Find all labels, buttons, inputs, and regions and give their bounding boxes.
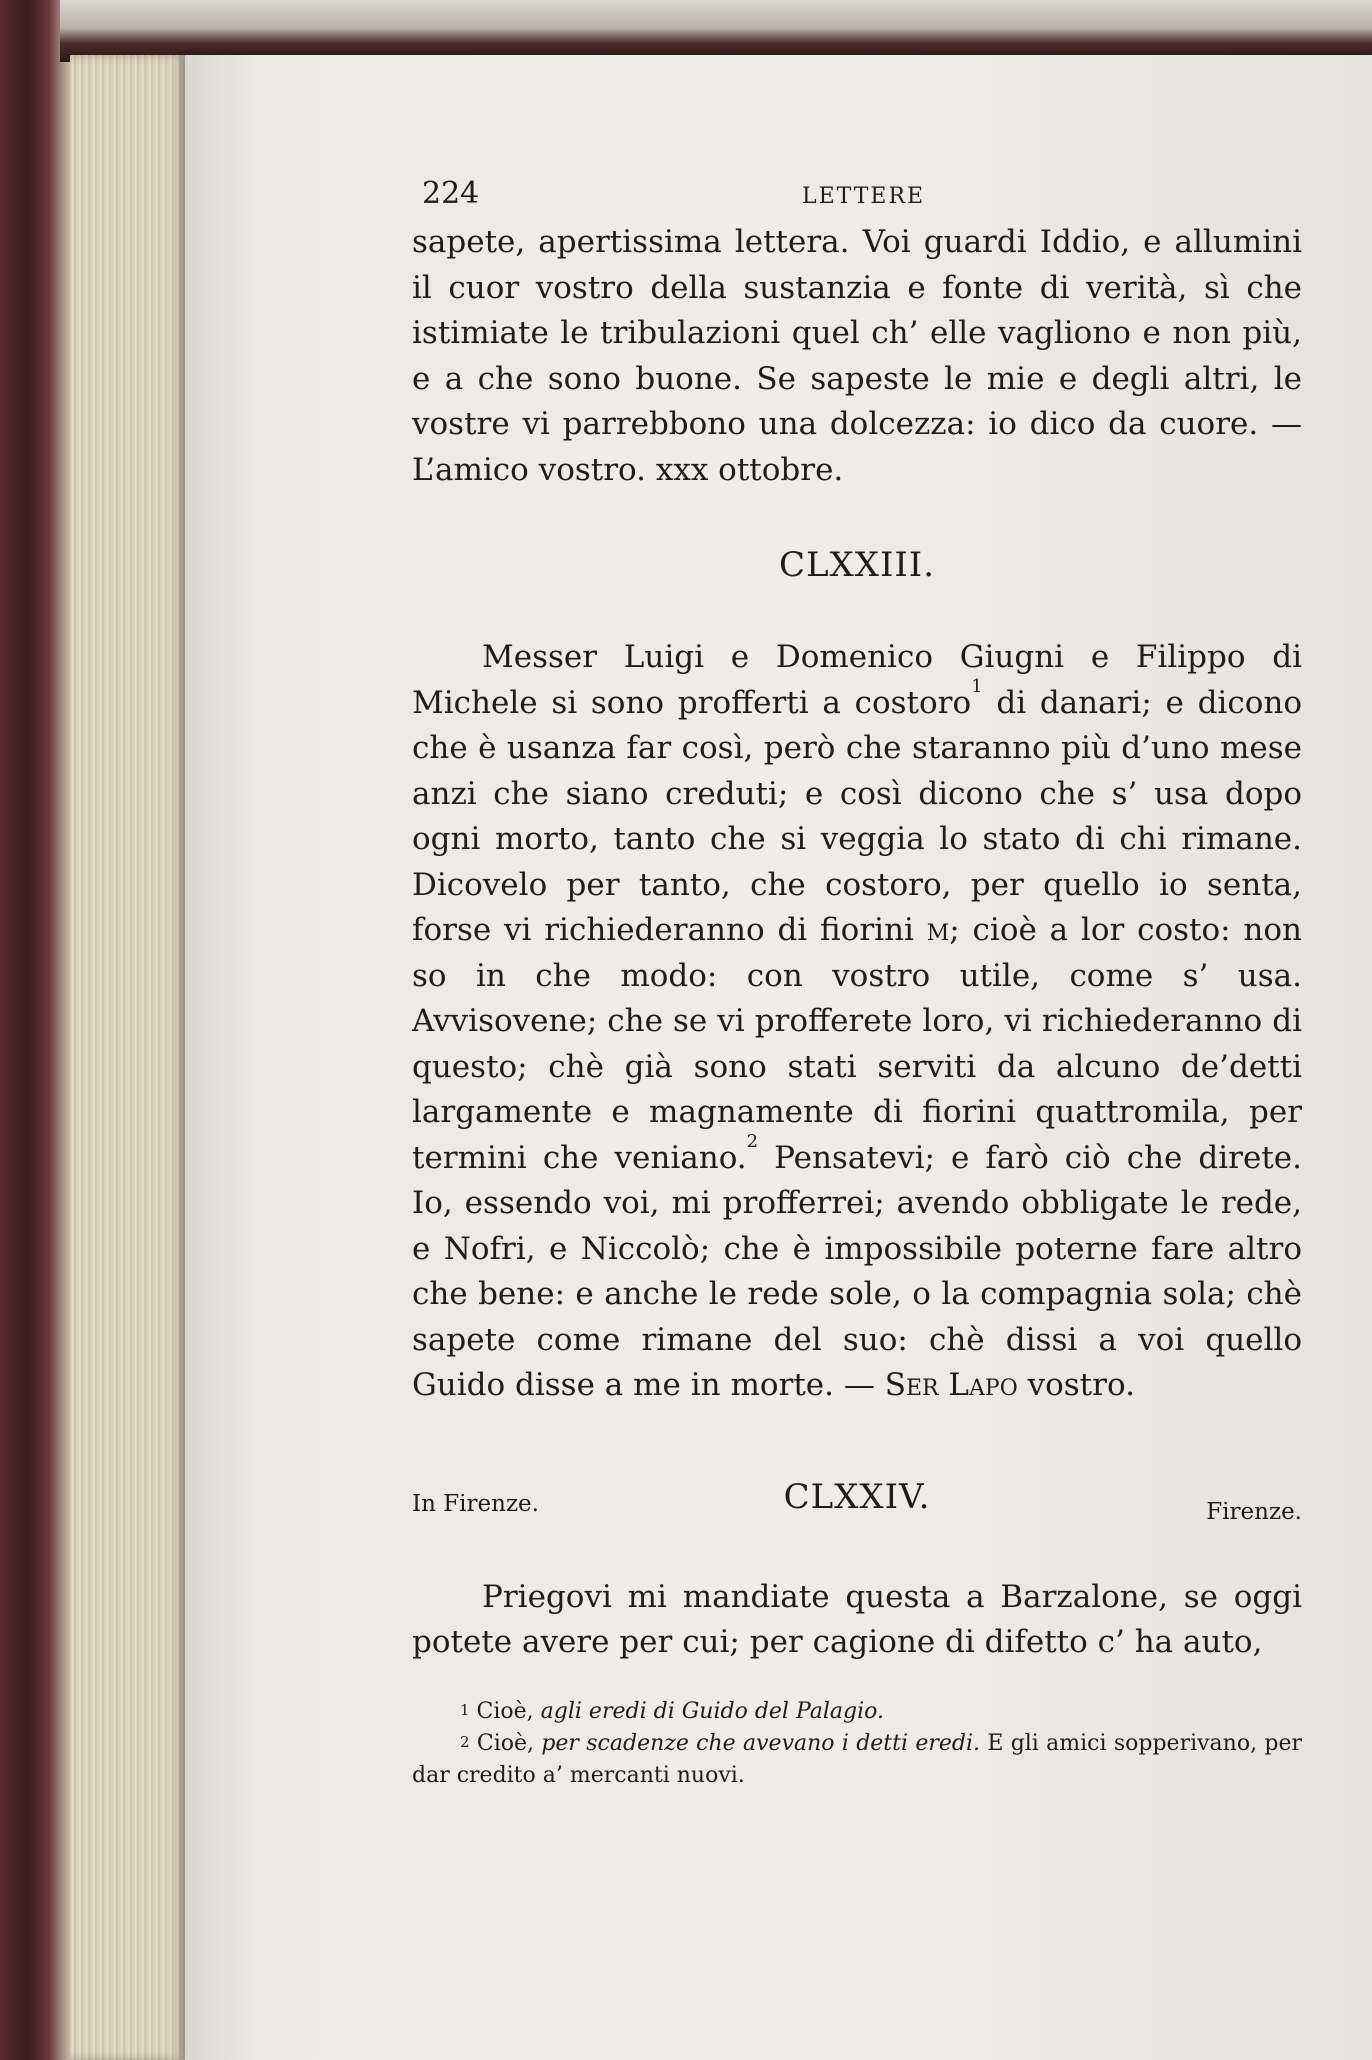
letter-173-text-1: Messer Luigi e Domenico Giugni e Filippo di Michele si sono profferti a costoro — [412, 639, 1302, 721]
letter-174-body: Priegovi mi mandiate questa a Barzalone, se oggi potete avere per cui; per cagione di difetto c’ ha auto, — [412, 1578, 1302, 1660]
page-header — [412, 170, 1302, 220]
footnote-marker: 2 — [460, 1732, 470, 1751]
letter-173-body — [412, 635, 1302, 1409]
fiorini-amount: m — [926, 912, 950, 948]
letter-heading-row-174 — [412, 1469, 1302, 1529]
page-number: 224 — [422, 176, 480, 211]
book-cover-spine — [0, 0, 70, 2060]
footnote-italic: per scadenze che avevano i detti eredi. — [541, 1730, 980, 1756]
letter-173-text-5: vostro. — [1017, 1367, 1135, 1403]
footnote-lead: Cioè, — [476, 1698, 541, 1724]
page-edges — [70, 55, 190, 2060]
footnote-italic: agli eredi di Guido del Palagio. — [540, 1698, 885, 1724]
book-cover-top — [60, 0, 1372, 62]
footnote-1 — [412, 1696, 1302, 1728]
letter-173-text-4: Pensatevi; e farò ciò che direte. Io, essendo voi, mi profferrei; avendo obbligate le rede, e Nofri, e Niccolò; che è impossibile poterne fare altro che bene: e anche le rede sole, o la compagnia sola; chè sapete come rimane del suo: chè dissi a voi quello Guido disse a me in morte. — — [412, 1139, 1302, 1403]
footnote-2 — [412, 1728, 1302, 1792]
footnote-ref-2: 2 — [746, 1130, 759, 1152]
page-text — [412, 170, 1302, 1792]
previous-letter-ending: sapete, apertissima lettera. Voi guardi Iddio, e allumini il cuor vostro della sustanzia e fonte di verità, sì che istimiate le tribulazioni quel ch’ elle vagliono e non più, e a che sono buone. Se sapeste le mie e degli altri, le vostre vi parrebbono una dolcezza: io dico da cuore. — L’amico vostro. xxx ottobre. — [412, 224, 1302, 488]
footnote-rest: E gli amici sopperivano, per dar credito a’ mercanti nuovi. — [412, 1730, 1303, 1788]
footnotes — [412, 1696, 1302, 1792]
footnote-ref-1: 1 — [971, 675, 983, 697]
running-head: LETTERE — [802, 184, 926, 209]
footnote-marker: 1 — [460, 1700, 470, 1719]
letter-heading-174: CLXXIV. — [783, 1476, 931, 1517]
letter-173-text-2: di danari; e dicono che è usanza far così, però che staranno più d’uno mese anzi che siano creduti; e così dicono che s’ usa dopo ogni morto, tanto che si veggia lo stato di chi rimane. Dicovelo per tanto, che costoro, per quello io senta, forse vi richiederanno di fiorini — [412, 684, 1303, 948]
footnote-lead: Cioè, — [476, 1730, 542, 1756]
signature: Ser Lapo — [884, 1367, 1018, 1403]
letter-heading-173: CLXXIII. — [778, 545, 936, 585]
letter-173-text-3: ; cioè a lor costo: non so in che modo: con vostro utile, come s’ usa. Avvisovene; che se vi profferete loro, vi richiederanno di questo; chè già sono stati serviti da alcuno de’detti largamente e magnamente di fiorini quattromila, per termini che veniano. — [412, 912, 1302, 1176]
place-from: In Firenze. — [412, 1490, 539, 1517]
place-to: Firenze. — [1206, 1498, 1302, 1525]
